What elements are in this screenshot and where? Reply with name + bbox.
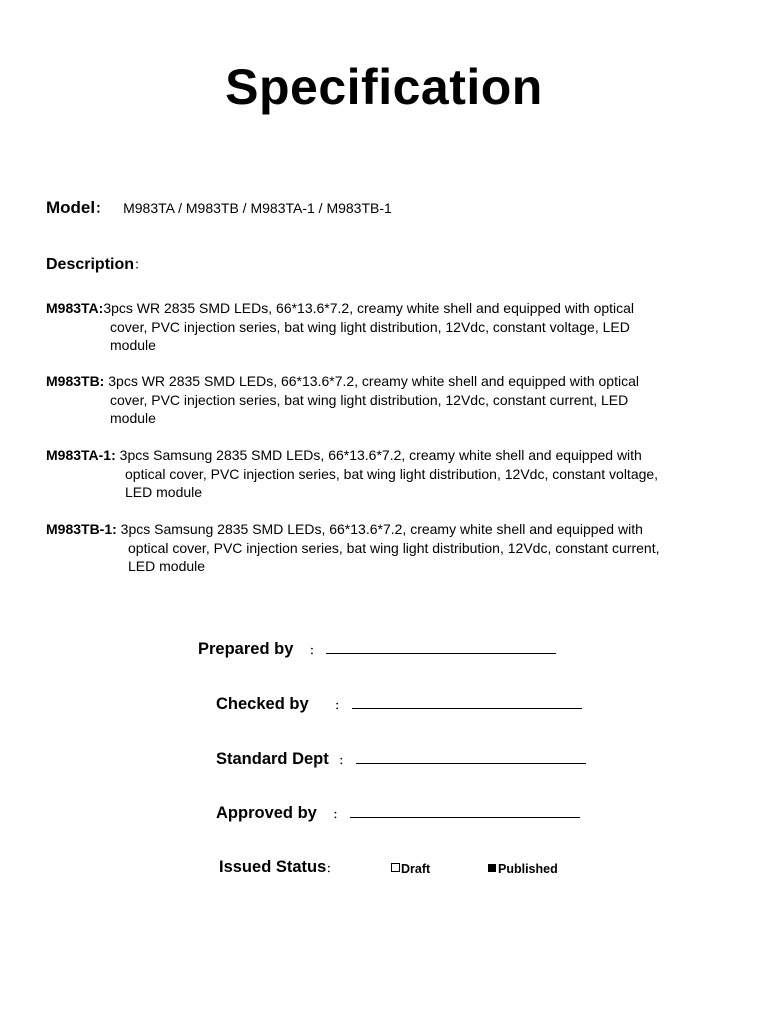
item-text-line1: 3pcs Samsung 2835 SMD LEDs, 66*13.6*7.2, creamy white shell and equipped with bbox=[115, 447, 642, 463]
model-colon: ： bbox=[95, 200, 110, 216]
description-label: Description bbox=[46, 256, 135, 273]
published-label: Published bbox=[498, 862, 558, 876]
checked-by-colon: ： bbox=[334, 700, 346, 712]
item-text-line2: cover, PVC injection series, bat wing light distribution, 12Vdc, constant voltage, LED bbox=[110, 318, 630, 335]
issued-status-colon: ： bbox=[326, 863, 338, 875]
issued-status-label: Issued Status bbox=[219, 858, 327, 876]
prepared-by-row bbox=[198, 639, 556, 659]
item-key: M983TB: bbox=[46, 373, 105, 389]
document-title: Specification bbox=[225, 59, 543, 115]
item-text-line3: module bbox=[110, 337, 156, 354]
prepared-by-colon: ： bbox=[309, 645, 321, 657]
draft-label: Draft bbox=[401, 862, 431, 876]
description-colon: ： bbox=[134, 257, 148, 272]
description-item-m983tb bbox=[46, 372, 639, 428]
description-item-m983tb-1 bbox=[46, 520, 660, 576]
draft-checkbox-icon[interactable] bbox=[391, 863, 400, 872]
standard-dept-row bbox=[216, 749, 586, 769]
approved-by-label: Approved by bbox=[216, 804, 317, 822]
item-key: M983TB-1: bbox=[46, 521, 117, 537]
published-option[interactable] bbox=[488, 862, 558, 876]
item-text-line3: module bbox=[110, 410, 156, 427]
standard-dept-signature-line[interactable] bbox=[356, 749, 586, 764]
item-text-line2: cover, PVC injection series, bat wing light distribution, 12Vdc, constant current, LED bbox=[110, 391, 629, 408]
item-key: M983TA-1: bbox=[46, 447, 116, 463]
item-text-line1: 3pcs Samsung 2835 SMD LEDs, 66*13.6*7.2, creamy white shell and equipped with bbox=[116, 521, 643, 537]
standard-dept-label: Standard Dept bbox=[216, 750, 329, 768]
description-item-m983ta-1 bbox=[46, 446, 658, 502]
item-text-line3: LED module bbox=[125, 484, 203, 501]
model-row bbox=[46, 198, 392, 218]
approved-by-signature-line[interactable] bbox=[350, 803, 580, 818]
item-text-line1: 3pcs WR 2835 SMD LEDs, 66*13.6*7.2, creamy white shell and equipped with optical bbox=[103, 300, 635, 316]
description-item-m983ta bbox=[46, 299, 634, 355]
approved-by-row bbox=[216, 803, 580, 823]
prepared-by-label: Prepared by bbox=[198, 640, 294, 658]
standard-dept-colon: ： bbox=[338, 755, 350, 767]
model-label: Model bbox=[46, 198, 96, 217]
description-heading bbox=[46, 254, 147, 274]
item-text-line1: 3pcs WR 2835 SMD LEDs, 66*13.6*7.2, creamy white shell and equipped with optical bbox=[104, 373, 639, 389]
item-text-line2: optical cover, PVC injection series, bat wing light distribution, 12Vdc, constant current, bbox=[128, 539, 660, 556]
approved-by-colon: ： bbox=[332, 809, 344, 821]
model-value: M983TA / M983TB / M983TA-1 / M983TB-1 bbox=[123, 200, 392, 216]
item-text-line2: optical cover, PVC injection series, bat wing light distribution, 12Vdc, constant voltage, bbox=[125, 465, 659, 482]
checked-by-signature-line[interactable] bbox=[352, 694, 582, 709]
draft-option[interactable] bbox=[391, 862, 430, 876]
item-key: M983TA: bbox=[46, 300, 104, 316]
checked-by-row bbox=[216, 694, 582, 714]
prepared-by-signature-line[interactable] bbox=[326, 639, 556, 654]
published-checkbox-icon[interactable] bbox=[488, 864, 496, 872]
issued-status-row bbox=[219, 858, 337, 877]
item-text-line3: LED module bbox=[128, 558, 206, 575]
checked-by-label: Checked by bbox=[216, 695, 309, 713]
